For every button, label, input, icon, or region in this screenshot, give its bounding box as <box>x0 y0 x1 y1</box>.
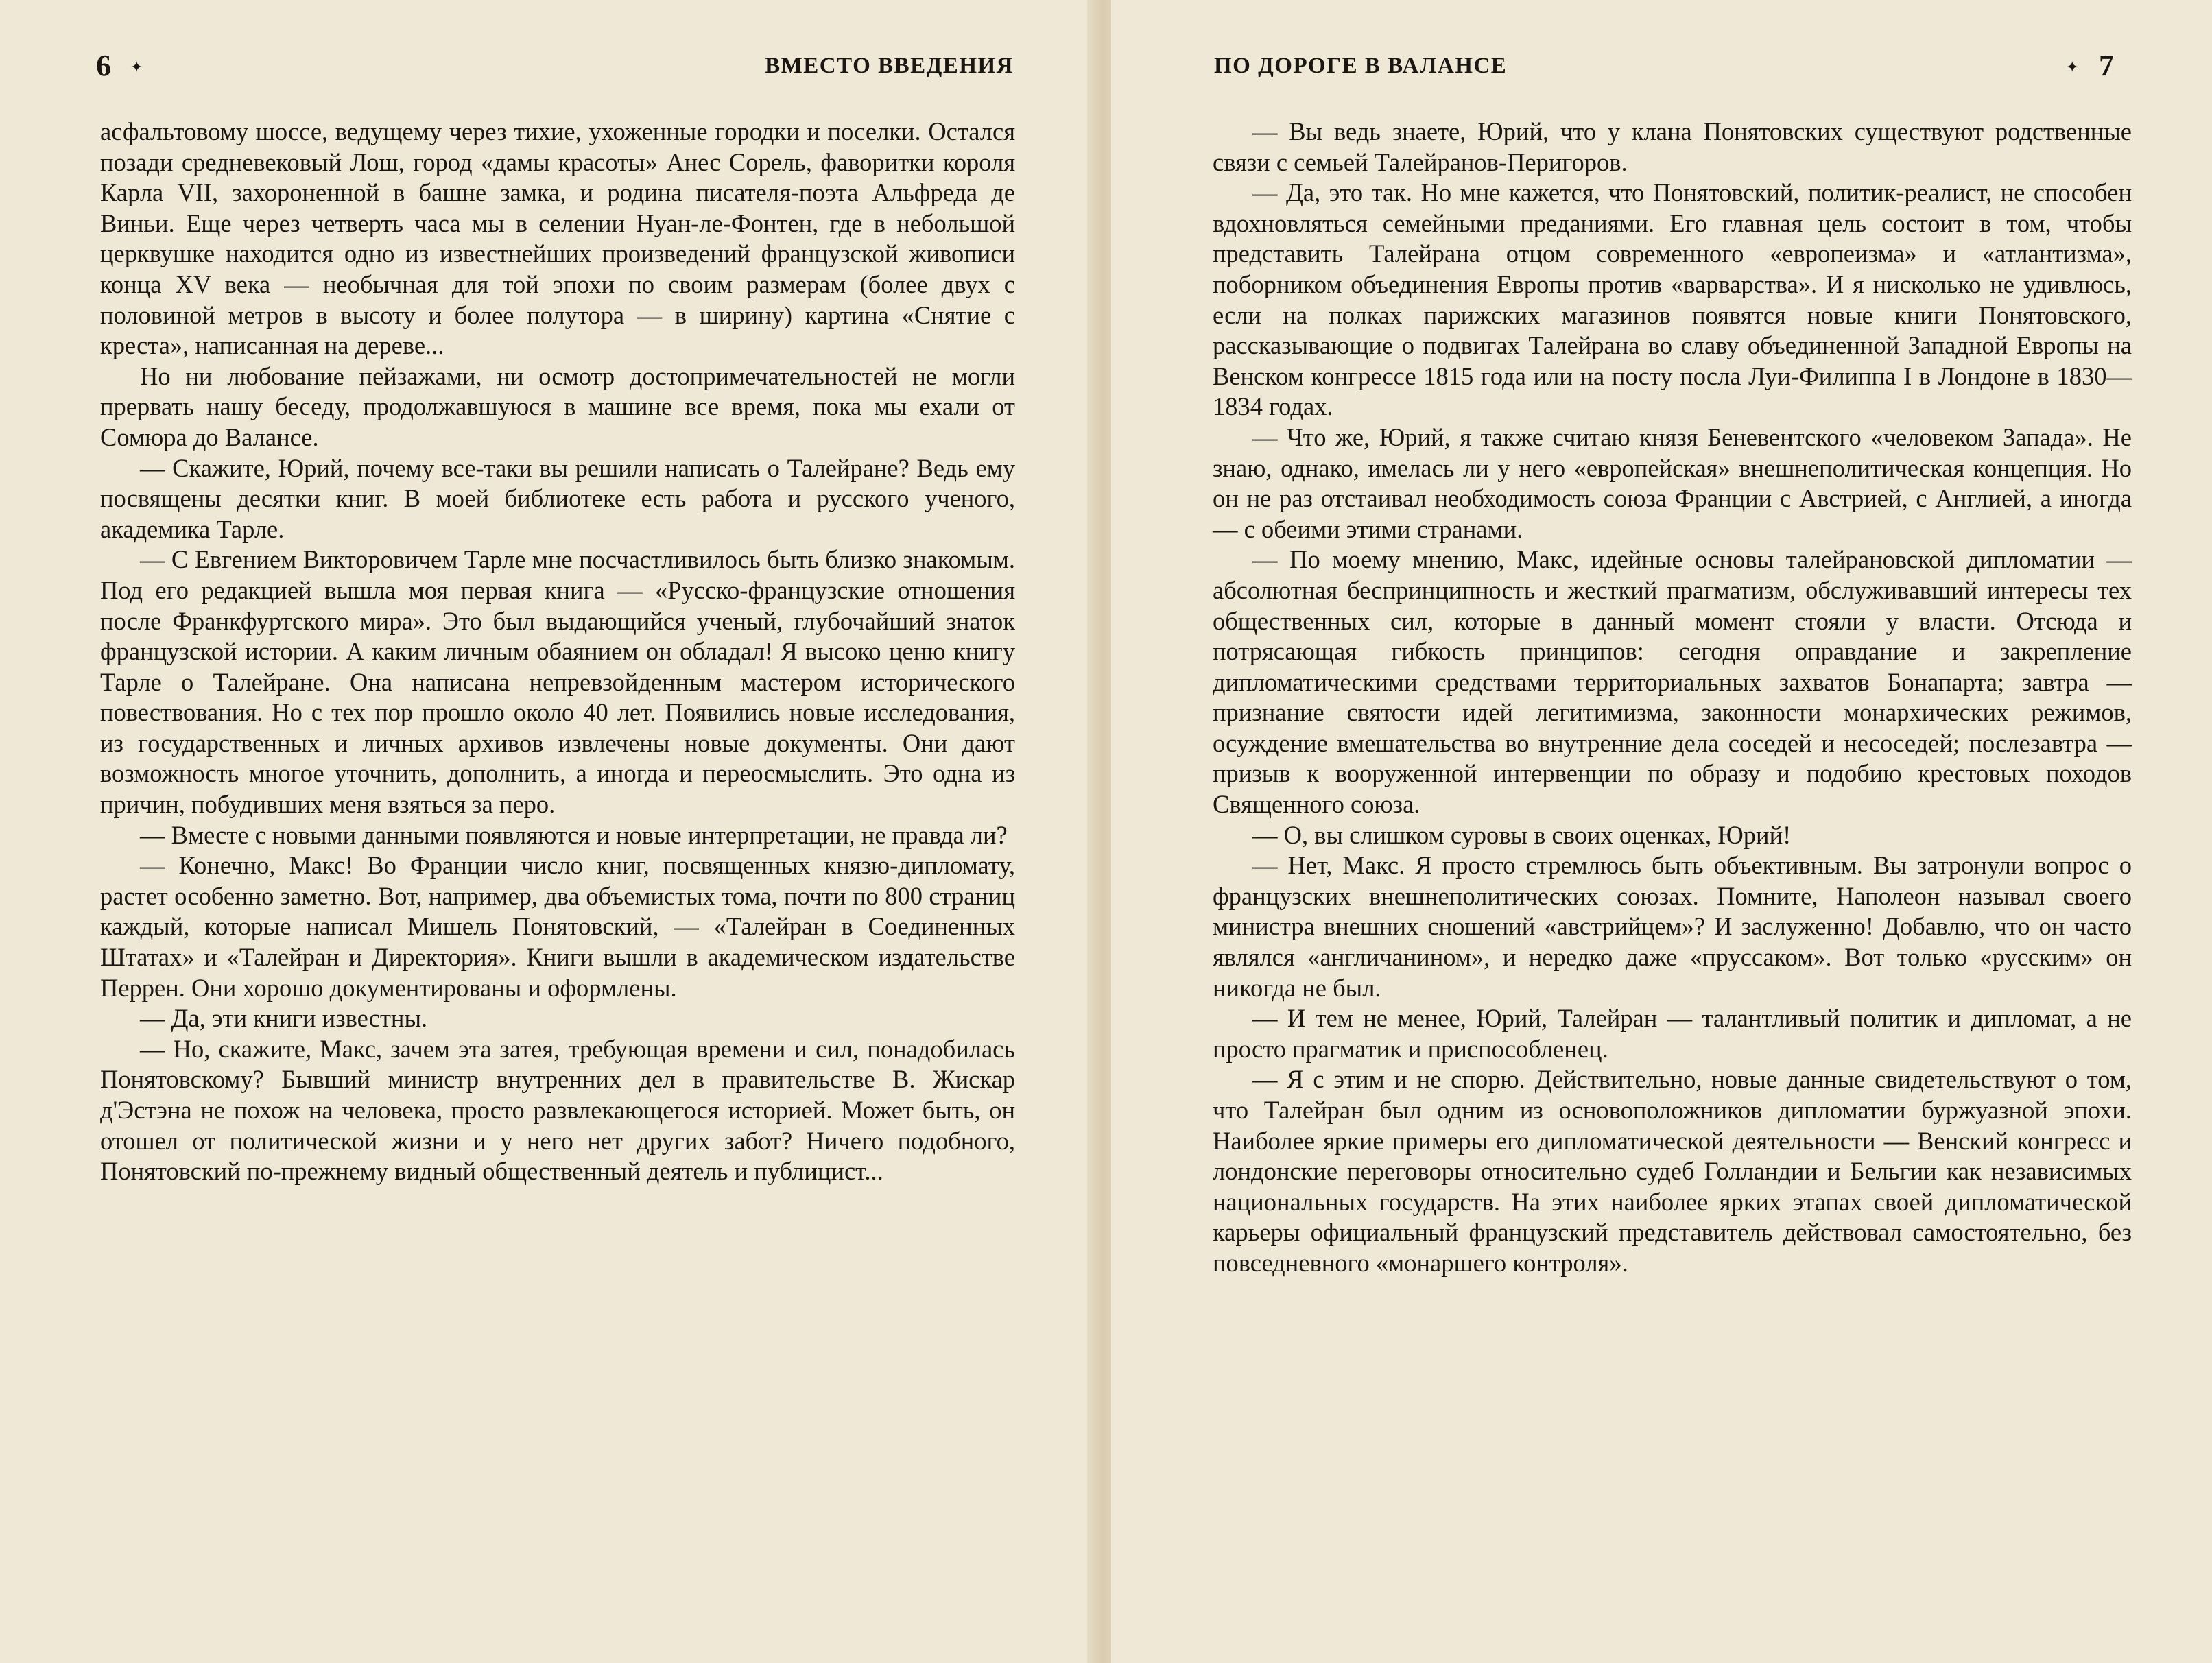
right-body-text <box>1213 117 2132 1279</box>
paragraph: — Да, эти книги известны. <box>140 1004 428 1033</box>
right-ornament-icon: ✦ <box>2066 59 2079 76</box>
right-running-head: ПО ДОРОГЕ В ВАЛАНСЕ <box>1214 53 1508 78</box>
paragraph: — Я с этим и не спорю. Действительно, новые данные свидетельствуют о том, что Талейран был одним из основоположников дипломатии буржуазной эпохи. Наиболее яркие примеры его дипломатической деятельности — Венский конгресс и лондонские переговоры относительно судеб Голландии и Бельгии как независимых национальных государств. На этих наиболее ярких этапах своей дипломатической карьеры официальный французский представитель действовал самостоятельно, без повседневного «монаршего контроля». <box>1213 1065 2132 1277</box>
left-body-text <box>100 117 1015 1187</box>
paragraph: — Вы ведь знаете, Юрий, что у клана Понятовских существуют родственные связи с семьей Талейранов-Перигоров. <box>1213 117 2132 176</box>
right-page-number: 7 <box>2099 49 2114 82</box>
paragraph: — И тем не менее, Юрий, Талейран — талантливый политик и дипломат, а не просто прагматик и приспособленец. <box>1213 1004 2132 1063</box>
paragraph: — Вместе с новыми данными появляются и новые интерпретации, не правда ли? <box>140 820 1008 849</box>
paragraph: — Нет, Макс. Я просто стремлюсь быть объективным. Вы затронули вопрос о французских внешнеполитических союзах. Помните, Наполеон называл своего министра внешних сношений «австрийцем»? И заслуженно! Добавлю, что он часто являлся «англичанином», и нередко даже «пруссаком». Вот только «русским» он никогда не был. <box>1213 851 2132 1002</box>
left-running-head: ВМЕСТО ВВЕДЕНИЯ <box>765 53 1014 78</box>
paragraph: — Но, скажите, Макс, зачем эта затея, требующая времени и сил, понадобилась Понятовскому? Бывший министр внутренних дел в правительстве В. Жискар д'Эстэна не похож на человека, просто развлекающегося историей. Может быть, он отошел от политической жизни и у него нет других забот? Ничего подобного, Понятовский по-прежнему видный общественный деятель и публицист... <box>100 1034 1015 1186</box>
right-page <box>1111 0 2212 1663</box>
paragraph: — Что же, Юрий, я также считаю князя Беневентского «человеком Запада». Не знаю, однако, имелась ли у него «европейская» внешнеполитическая концепция. Но он не раз отстаивал необходимость союза Франции с Австрией, с Англией, а иногда — с обеими этими странами. <box>1213 422 2132 543</box>
paragraph: Но ни любование пейзажами, ни осмотр достопримечательностей не могли прервать нашу беседу, продолжавшуюся в машине все время, пока мы ехали от Сомюра до Валансе. <box>100 361 1015 451</box>
paragraph: — Скажите, Юрий, почему все-таки вы решили написать о Талейране? Ведь ему посвящены десятки книг. В моей библиотеке есть работа и русского ученого, академика Тарле. <box>100 453 1015 543</box>
paragraph: — С Евгением Викторовичем Тарле мне посчастливилось быть близко знакомым. Под его редакцией вышла моя первая книга — «Русско-французские отношения после Франкфуртского мира». Это был выдающийся ученый, глубочайший знаток французской истории. А каким личным обаянием он обладал! Я высоко ценю книгу Тарле о Талейране. Она написана непревзойденным мастером исторического повествования. Но с тех пор прошло около 40 лет. Появились новые исследования, из государственных и личных архивов извлечены новые документы. Они дают возможность многое уточнить, дополнить, а иногда и переосмыслить. Это одна из причин, побудивших меня взяться за перо. <box>100 545 1015 819</box>
left-ornament-icon: ✦ <box>130 59 143 76</box>
paragraph: — Конечно, Макс! Во Франции число книг, посвященных князю-дипломату, растет особенно заметно. Вот, например, два объемистых тома, почти по 800 страниц каждый, которые написал Мишель Понятовский, — «Талейран в Соединенных Штатах» и «Талейран и Директория». Книги вышли в академическом издательстве Перрен. Они хорошо документированы и оформлены. <box>100 851 1015 1002</box>
left-page <box>0 0 1097 1663</box>
paragraph: асфальтовому шоссе, ведущему через тихие, ухоженные городки и поселки. Остался позади средневековый Лош, город «дамы красоты» Анес Сорель, фаворитки короля Карла VII, захороненной в башне замка, и родина писателя-поэта Альфреда де Виньи. Еще через четверть часа мы в селении Нуан-ле-Фонтен, где в небольшой церквушке находится одно из известнейших произведений французской живописи конца XV века — необычная для той эпохи по своим размерам (более двух с половиной метров в высоту и более полутора — в ширину) картина «Снятие с креста», написанная на дереве... <box>100 117 1015 360</box>
paragraph: — О, вы слишком суровы в своих оценках, Юрий! <box>1252 820 1792 849</box>
paragraph: — Да, это так. Но мне кажется, что Понятовский, политик-реалист, не способен вдохновляться семейными преданиями. Его главная цель состоит в том, чтобы представить Талейрана отцом современного «европеизма» и «атлантизма», поборником объединения Европы против «варварства». И я нисколько не удивлюсь, если на полках парижских магазинов появятся новые книги Понятовского, рассказывающие о подвигах Талейрана во славу объединенной Западной Европы на Венском конгрессе 1815 года или на посту посла Луи-Филиппа I в Лондоне в 1830—1834 годах. <box>1213 178 2132 421</box>
paragraph: — По моему мнению, Макс, идейные основы талейрановской дипломатии — абсолютная беспринципность и жесткий прагматизм, обслуживавший интересы тех общественных сил, которые в данный момент стояли у власти. Отсюда и потрясающая гибкость принципов: сегодня оправдание и закрепление дипломатическими средствами территориальных захватов Бонапарта; завтра — признание святости идей легитимизма, законности монархических режимов, осуждение вмешательства во внутренние дела соседей и несоседей; послезавтра — призыв к вооруженной интервенции по образу и подобию крестовых походов Священного союза. <box>1213 545 2132 819</box>
left-page-number: 6 <box>96 49 111 82</box>
